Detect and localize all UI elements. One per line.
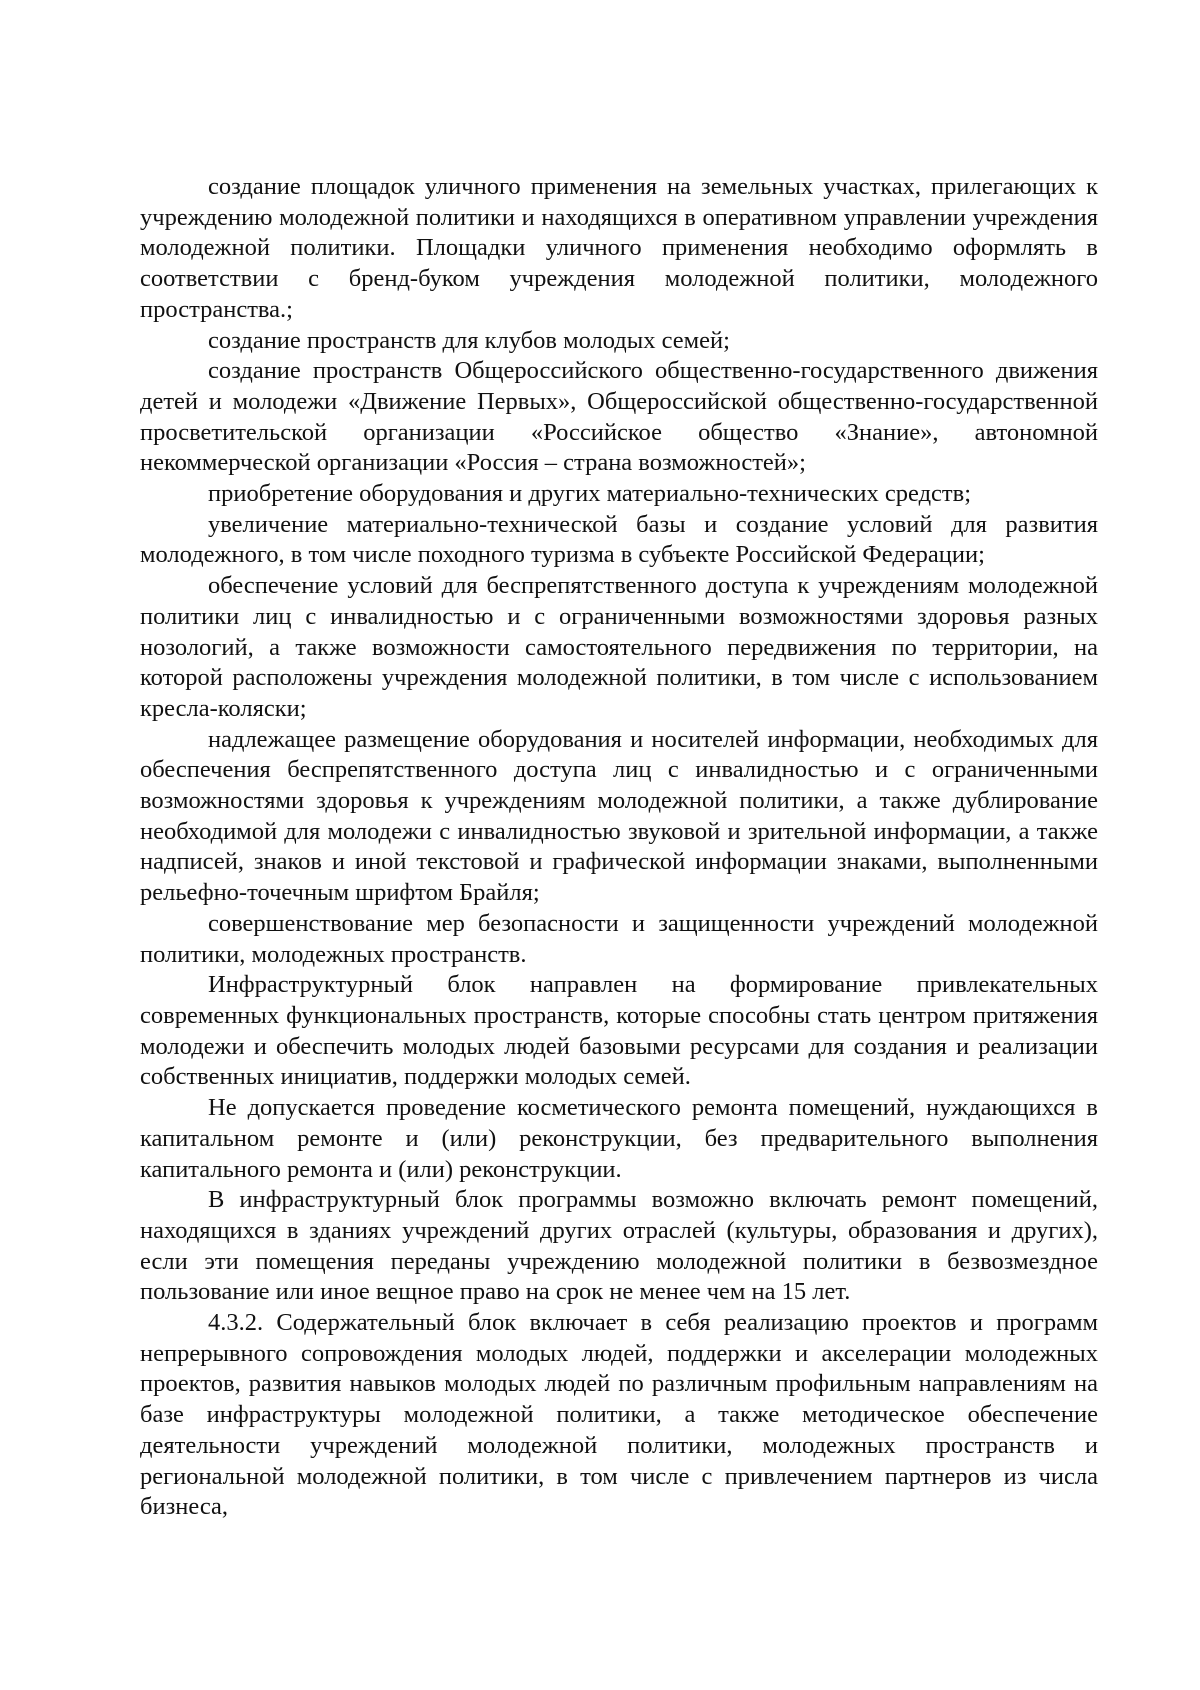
paragraph-repair-restriction: Не допускается проведение косметического ремонта помещений, нуждающихся в капитальном ремонте и (или) реконструкции, без предварительного выполнения капитального ремонта и (или) реконструкции. — [140, 1094, 1098, 1183]
paragraph-content-block: 4.3.2. Содержательный блок включает в себя реализацию проектов и программ непрерывного сопровождения молодых людей, поддержки и акселерации молодежных проектов, развития навыков молодых людей по различным профильным направлениям на базе инфраструктуры молодежной политики, а также методическое обеспечение деятельности учреждений молодежной политики, молодежных пространств и региональной молодежной политики, в том числе с привлечением партнеров из числа бизнеса, — [140, 1309, 1098, 1521]
document-body — [140, 172, 1098, 1523]
paragraph-accessibility: обеспечение условий для беспрепятственного доступа к учреждениям молодежной политики лиц с инвалидностью и с ограниченными возможностями здоровья разных нозологий, а также возможности самостоятельного передвижения по территории, на которой расположены учреждения молодежной политики, в том числе с использованием кресла-коляски; — [140, 572, 1098, 722]
paragraph-infrastructure-block: Инфраструктурный блок направлен на формирование привлекательных современных функциональных пространств, которые способны стать центром притяжения молодежи и обеспечить молодых людей базовыми ресурсами для создания и реализации собственных инициатив, поддержки молодых семей. — [140, 971, 1098, 1091]
paragraph-repair-other-buildings: В инфраструктурный блок программы возможно включать ремонт помещений, находящихся в зданиях учреждений других отраслей (культуры, образования и других), если эти помещения переданы учреждению молодежной политики в безвозмездное пользование или иное вещное право на срок не менее чем на 15 лет. — [140, 1186, 1098, 1306]
paragraph-movement-spaces: создание пространств Общероссийского общественно-государственного движения детей и молодежи «Движение Первых», Общероссийской общественно-государственной просветительской организации «Российское общество «Знание», автономной некоммерческой организации «Россия – страна возможностей»; — [140, 357, 1098, 477]
paragraph-equipment: приобретение оборудования и других материально-технических средств; — [208, 480, 972, 508]
paragraph-family-clubs: создание пространств для клубов молодых семей; — [208, 326, 730, 354]
paragraph-security: совершенствование мер безопасности и защищенности учреждений молодежной политики, молодежных пространств. — [140, 909, 1098, 968]
paragraph-information-carriers: надлежащее размещение оборудования и носителей информации, необходимых для обеспечения беспрепятственного доступа лиц с инвалидностью и с ограниченными возможностями здоровья к учреждениям молодежной политики, а также дублирование необходимой для молодежи с инвалидностью звуковой и зрительной информации, а также надписей, знаков и иной текстовой и графической информации знаками, выполненными рельефно-точечным шрифтом Брайля; — [140, 725, 1098, 907]
paragraph-tourism: увеличение материально-технической базы и создание условий для развития молодежного, в том числе походного туризма в субъекте Российской Федерации; — [140, 510, 1098, 569]
paragraph-street-sites: создание площадок уличного применения на земельных участках, прилегающих к учреждению молодежной политики и находящихся в оперативном управлении учреждения молодежной политики. Площадки уличного применения необходимо оформлять в соответствии с бренд-буком учреждения молодежной политики, молодежного пространства.; — [140, 173, 1098, 323]
